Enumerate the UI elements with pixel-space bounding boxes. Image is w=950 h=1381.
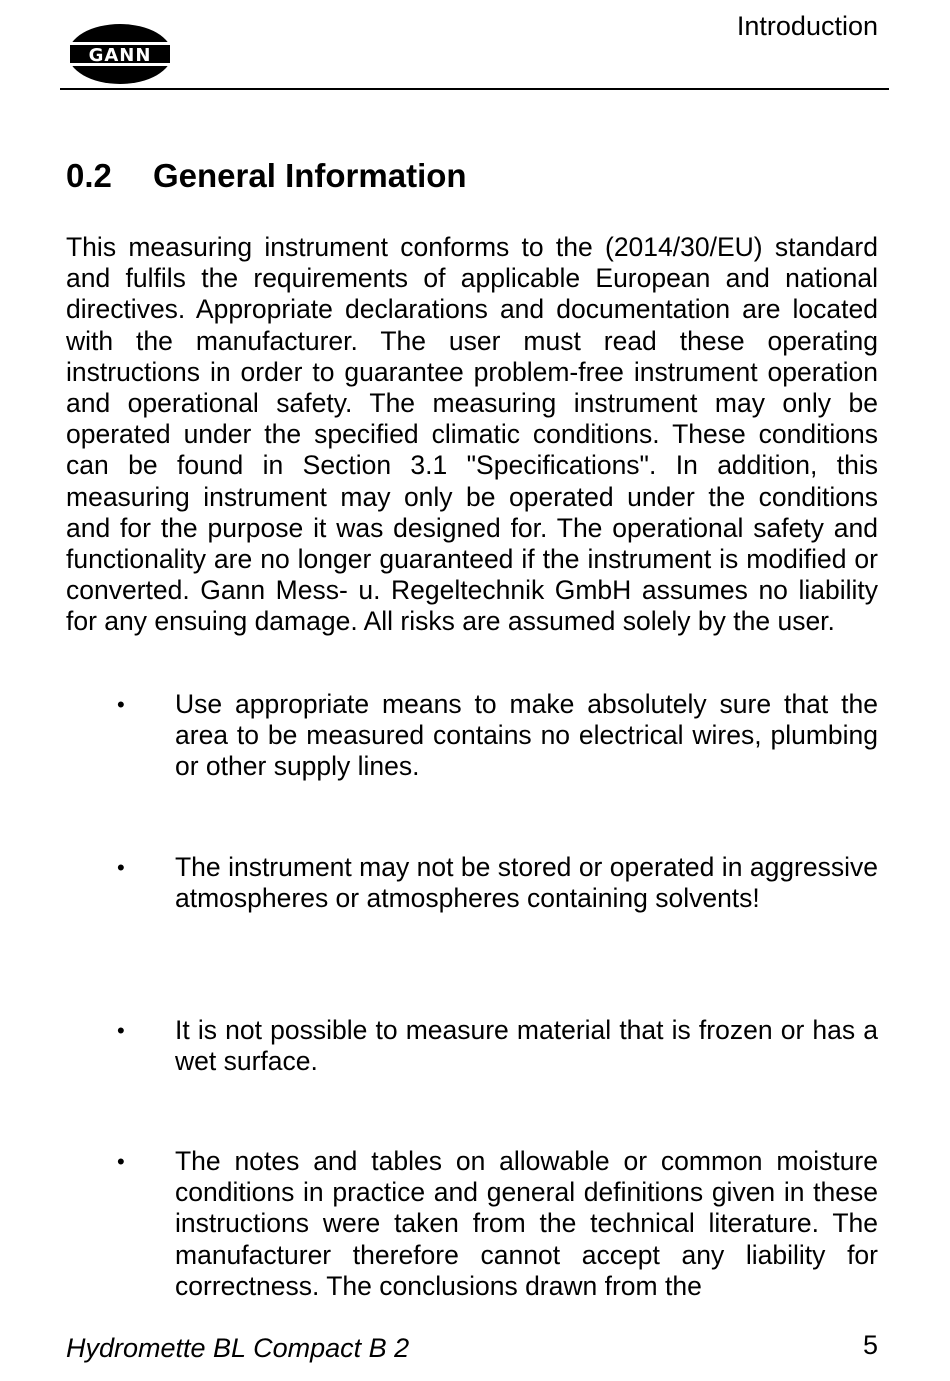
bullet-text: Use appropriate means to make absolutely sure that the area to be measured contains no electrical wires, plumbing or other supply lines. xyxy=(175,689,878,782)
bullet-marker: • xyxy=(117,855,125,880)
gann-logo xyxy=(66,22,174,86)
bullet-marker: • xyxy=(117,692,125,717)
section-heading xyxy=(66,154,878,198)
bullet-item xyxy=(66,852,878,914)
header-divider xyxy=(60,88,889,90)
bullet-item xyxy=(66,1146,878,1302)
bullet-item xyxy=(66,1015,878,1077)
section-title: General Information xyxy=(153,157,467,194)
intro-paragraph: This measuring instrument conforms to the (2014/30/EU) standard and fulfils the requirements of applicable European and national directives. Appropriate declarations and documentation are located with the manufacturer. The user must read these operating instructions in order to guarantee problem-free instrument operation and operational safety. The measuring instrument may only be operated under the specified climatic conditions. These conditions can be found in Section 3.1 "Specifications". In addition, this measuring instrument may only be operated under the conditions and for the purpose it was designed for. The operational safety and functionality are no longer guaranteed if the instrument is modified or converted. Gann Mess- u. Regeltechnik GmbH assumes no liability for any ensuing damage. All risks are assumed solely by the user. xyxy=(66,232,878,637)
footer-document-title: Hydromette BL Compact B 2 xyxy=(66,1333,410,1363)
bullet-text: It is not possible to measure material that is frozen or has a wet surface. xyxy=(175,1015,878,1077)
bullet-marker: • xyxy=(117,1018,125,1043)
footer-page-number: 5 xyxy=(862,1330,878,1360)
section-number: 0.2 xyxy=(66,157,112,194)
gann-logo-text: GANN xyxy=(88,45,152,66)
bullet-marker: • xyxy=(117,1149,125,1174)
bullet-item xyxy=(66,689,878,783)
header-section-title: Introduction xyxy=(736,11,878,41)
bullet-text: The notes and tables on allowable or common moisture conditions in practice and general definitions given in these instructions were taken from the technical literature. The manufacturer therefore cannot accept any liability for correctness. The conclusions drawn from the xyxy=(175,1146,878,1301)
bullet-text: The instrument may not be stored or operated in aggressive atmospheres or atmospheres containing solvents! xyxy=(175,852,878,914)
